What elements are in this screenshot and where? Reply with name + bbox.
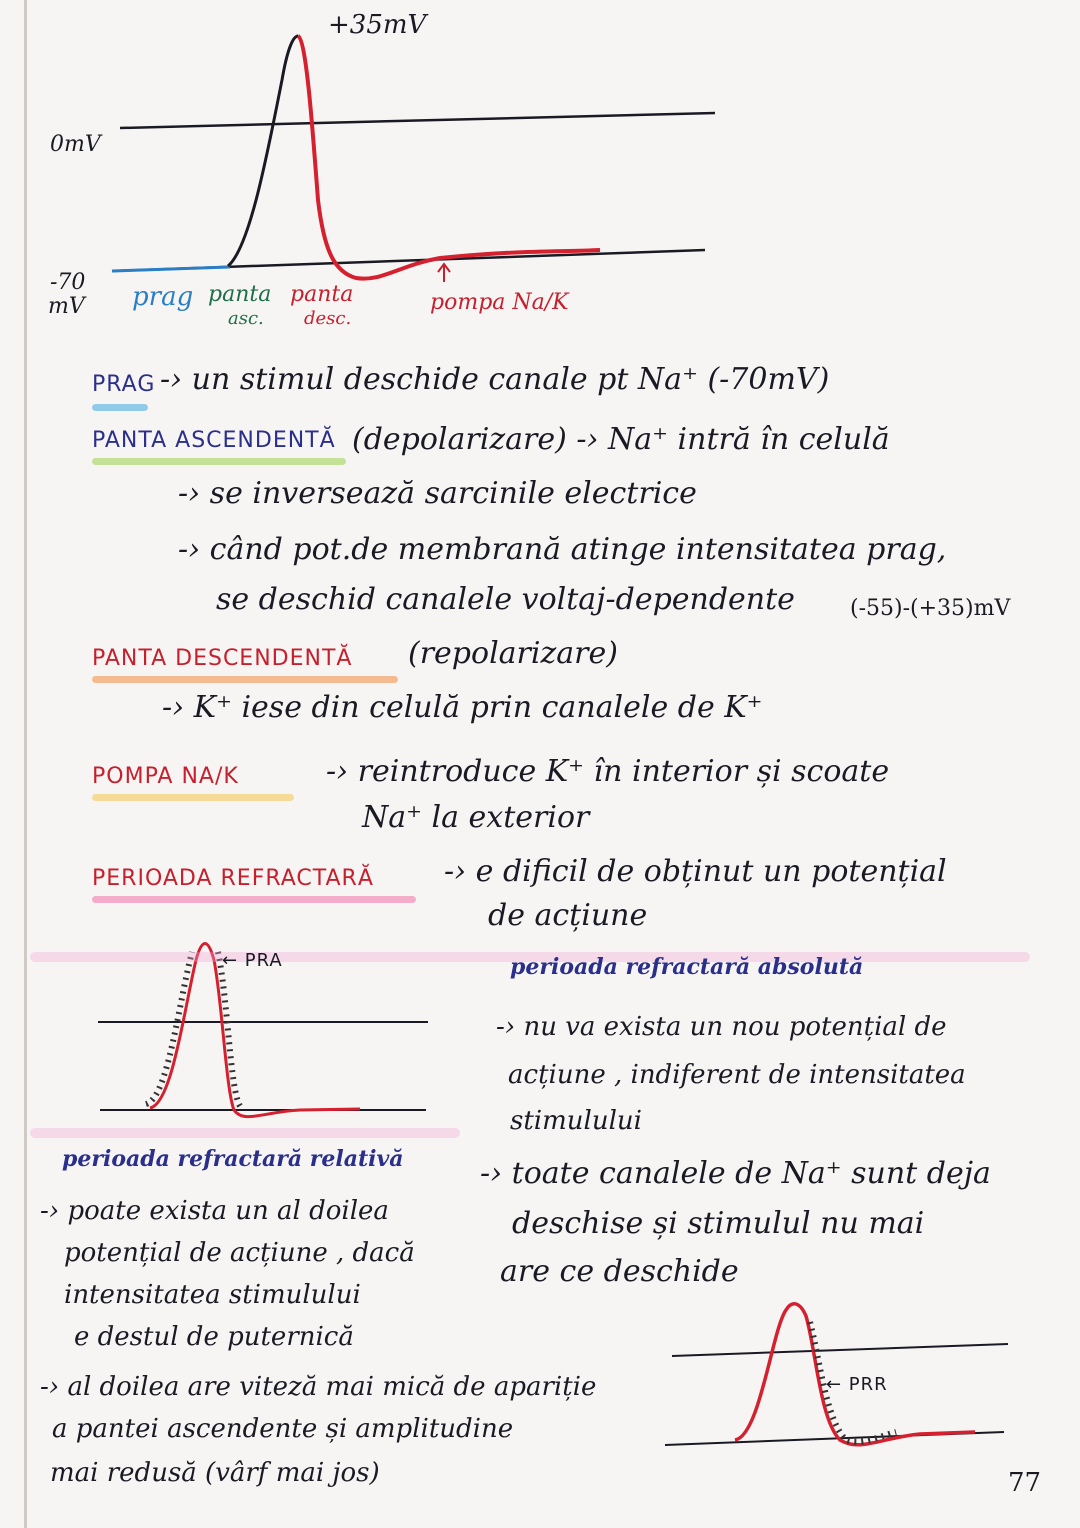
desc-paren: (repolarizare) [408, 636, 618, 671]
asc-title: PANTA ASCENDENTĂ [92, 428, 336, 453]
absolute-line-5: deschise și stimulul nu mai [512, 1206, 925, 1241]
prag-title: PRAG [92, 372, 156, 397]
prag-text: -› un stimul deschide canale pt Na⁺ (-70mV) [160, 362, 830, 397]
desc-highlight [92, 676, 398, 683]
peak-label: +35mV [328, 10, 427, 40]
asc-line-4: se deschid canalele voltaj-dependente [216, 582, 795, 617]
rising-phase [228, 36, 298, 266]
absolute-title: perioada refractară absolută [510, 954, 864, 980]
asc-line-3: -› când pot.de membrană atinge intensitatea prag, [178, 532, 947, 567]
absolute-line-6: are ce deschide [500, 1254, 739, 1289]
asc-highlight [92, 458, 346, 465]
relative-line-1: -› poate exista un al doilea [40, 1196, 389, 1226]
rest-label-bottom: mV [48, 294, 85, 319]
label-panta-asc-2: asc. [228, 308, 264, 329]
relative-line-2: potențial de acțiune , dacă [64, 1238, 415, 1268]
pompa-line-1: -› reintroduce K⁺ în interior și scoate [326, 754, 890, 789]
relative-line-7: mai redusă (vârf mai jos) [50, 1458, 380, 1488]
desc-line-2: -› K⁺ iese din celulă prin canalele de K⁺ [162, 690, 763, 725]
refr-highlight [92, 896, 416, 903]
refr-title: PERIOADA REFRACTARĂ [92, 866, 374, 891]
page-number: 77 [1008, 1468, 1042, 1498]
falling-phase [298, 36, 600, 279]
absolute-line-2: acțiune , indiferent de intensitatea [508, 1060, 966, 1090]
asc-line-2: -› se inversează sarcinile electrice [178, 476, 697, 511]
desc-title: PANTA DESCENDENTĂ [92, 646, 353, 671]
label-panta-desc-1: panta [290, 282, 354, 307]
label-panta-asc-1: panta [208, 282, 272, 307]
relative-line-6: a pantei ascendente și amplitudine [52, 1414, 514, 1444]
absolute-line-3: stimulului [510, 1106, 642, 1136]
absolute-line-4: -› toate canalele de Na⁺ sunt deja [480, 1156, 991, 1191]
refr-line-1: -› e dificil de obținut un potențial [444, 854, 947, 889]
asc-range: (-55)-(+35)mV [850, 596, 1011, 621]
absolute-line-1: -› nu va exista un nou potențial de [496, 1012, 947, 1042]
prr-zero-line [672, 1344, 1008, 1356]
relative-divider [30, 1128, 460, 1138]
rest-label-top: -70 [50, 270, 86, 295]
refr-line-2: de acțiune [488, 898, 648, 933]
zero-label: 0mV [50, 132, 101, 157]
prag-highlight [92, 404, 148, 411]
asc-paren: (depolarizare) -› Na⁺ intră în celulă [352, 422, 890, 457]
label-prag: prag [132, 282, 194, 312]
relative-title: perioada refractară relativă [62, 1146, 404, 1172]
label-pompa: pompa Na/K [430, 290, 569, 315]
prr-marker: ← PRR [826, 1374, 888, 1395]
pompa-highlight [92, 794, 294, 801]
pompa-title: POMPA NA/K [92, 764, 239, 789]
pompa-line-2: Na⁺ la exterior [362, 800, 590, 835]
relative-line-4: e destul de puternică [74, 1322, 354, 1352]
label-panta-desc-2: desc. [304, 308, 352, 329]
relative-line-5: -› al doilea are viteză mai mică de apariție [40, 1372, 597, 1402]
relative-line-3: intensitatea stimulului [64, 1280, 361, 1310]
zero-line [120, 113, 715, 128]
prag-segment [112, 267, 230, 271]
pra-marker: ← PRA [222, 950, 283, 971]
